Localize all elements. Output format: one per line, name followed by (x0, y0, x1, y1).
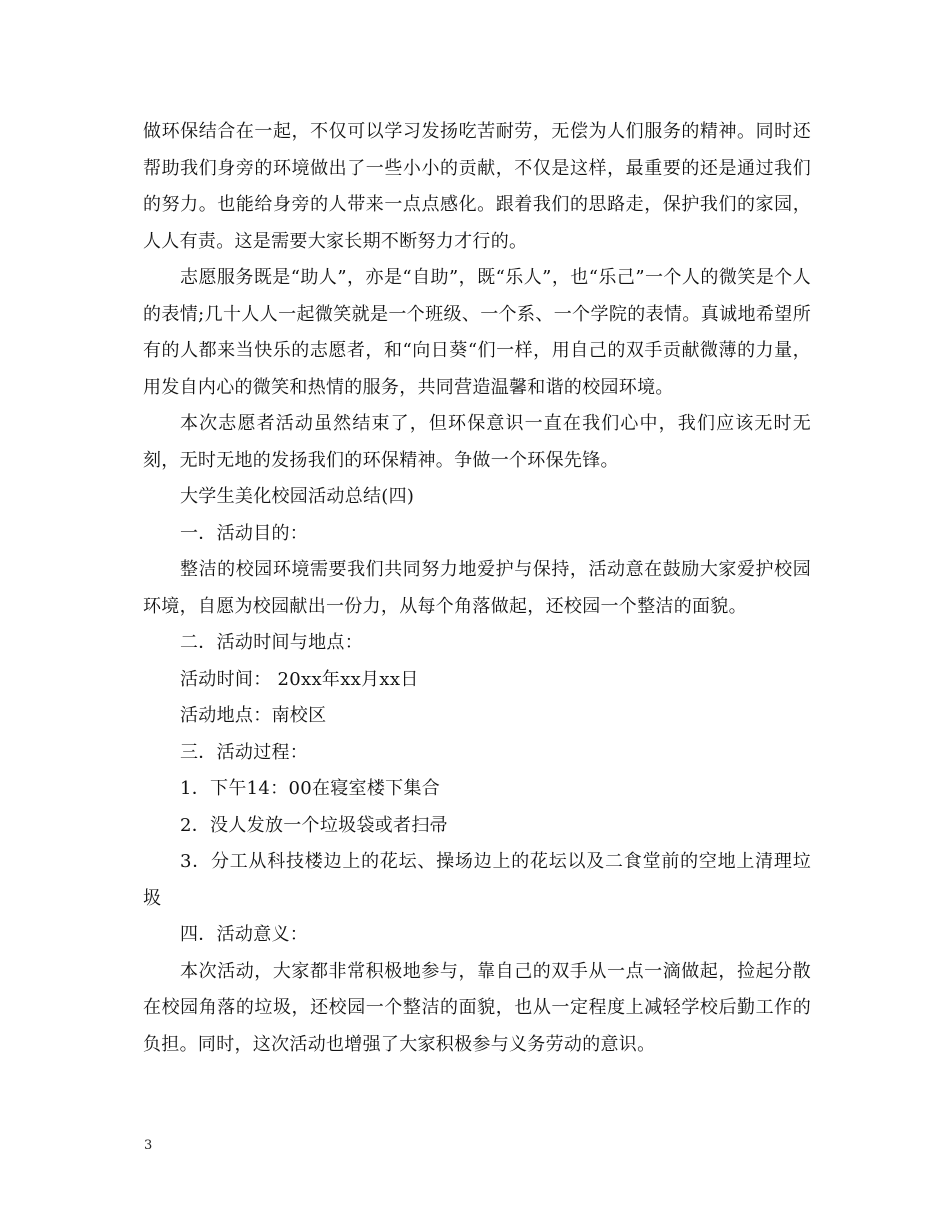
heading-activity-purpose: 一．活动目的： (180, 522, 309, 544)
activity-time: 活动时间： 20xx年xx月xx日 (180, 668, 419, 690)
process-step-3: 3．分工从科技楼边上的花坛、操场边上的花坛以及二食堂前的空地上清理垃圾 (143, 851, 811, 909)
heading-time-and-place: 二．活动时间与地点： (180, 632, 363, 653)
section-title: 大学生美化校园活动总结(四) (180, 486, 415, 507)
page-number: 3 (144, 1138, 153, 1153)
paragraph-volunteer-service: 志愿服务既是“助人”，亦是“自助”，既“乐人”，也“乐己”一个人的微笑是个人的表情;几十人人一起微笑就是一个班级、一个系、一个学院的表情。真诚地希望所有的人都来当快乐的志愿者，和“向日葵“们一样，用自己的双手贡献微薄的力量，用发自内心的微笑和热情的服务，共同营造温馨和谐的校园环境。 (143, 267, 811, 398)
heading-activity-process: 三．活动过程： (180, 741, 309, 763)
paragraph-activity-significance: 本次活动，大家都非常积极地参与，靠自己的双手从一点一滴做起，捡起分散在校园角落的垃圾，还校园一个整洁的面貌，也从一定程度上减轻学校后勤工作的负担。同时，这次活动也增强了大家积极参与义务劳动的意识。 (143, 960, 811, 1055)
document-body (143, 114, 811, 1063)
paragraph-activity-purpose: 整洁的校园环境需要我们共同努力地爱护与保持，活动意在鼓励大家爱护校园环境，自愿为校园献出一份力，从每个角落做起，还校园一个整洁的面貌。 (143, 559, 811, 617)
activity-place: 活动地点：南校区 (180, 705, 327, 726)
process-step-1: 1．下午14：00在寝室楼下集合 (180, 778, 441, 799)
heading-activity-significance: 四．活动意义： (180, 924, 309, 945)
process-step-2: 2．没人发放一个垃圾袋或者扫帚 (180, 814, 448, 836)
paragraph-activity-ended: 本次志愿者活动虽然结束了，但环保意识一直在我们心中，我们应该无时无刻，无时无地的发扬我们的环保精神。争做一个环保先锋。 (143, 413, 811, 471)
paragraph-continuation: 做环保结合在一起，不仅可以学习发扬吃苦耐劳，无偿为人们服务的精神。同时还帮助我们身旁的环境做出了一些小小的贡献，不仅是这样，最重要的还是通过我们的努力。也能给身旁的人带来一点点感化。跟着我们的思路走，保护我们的家园，人人有责。这是需要大家长期不断努力才行的。 (143, 121, 811, 252)
